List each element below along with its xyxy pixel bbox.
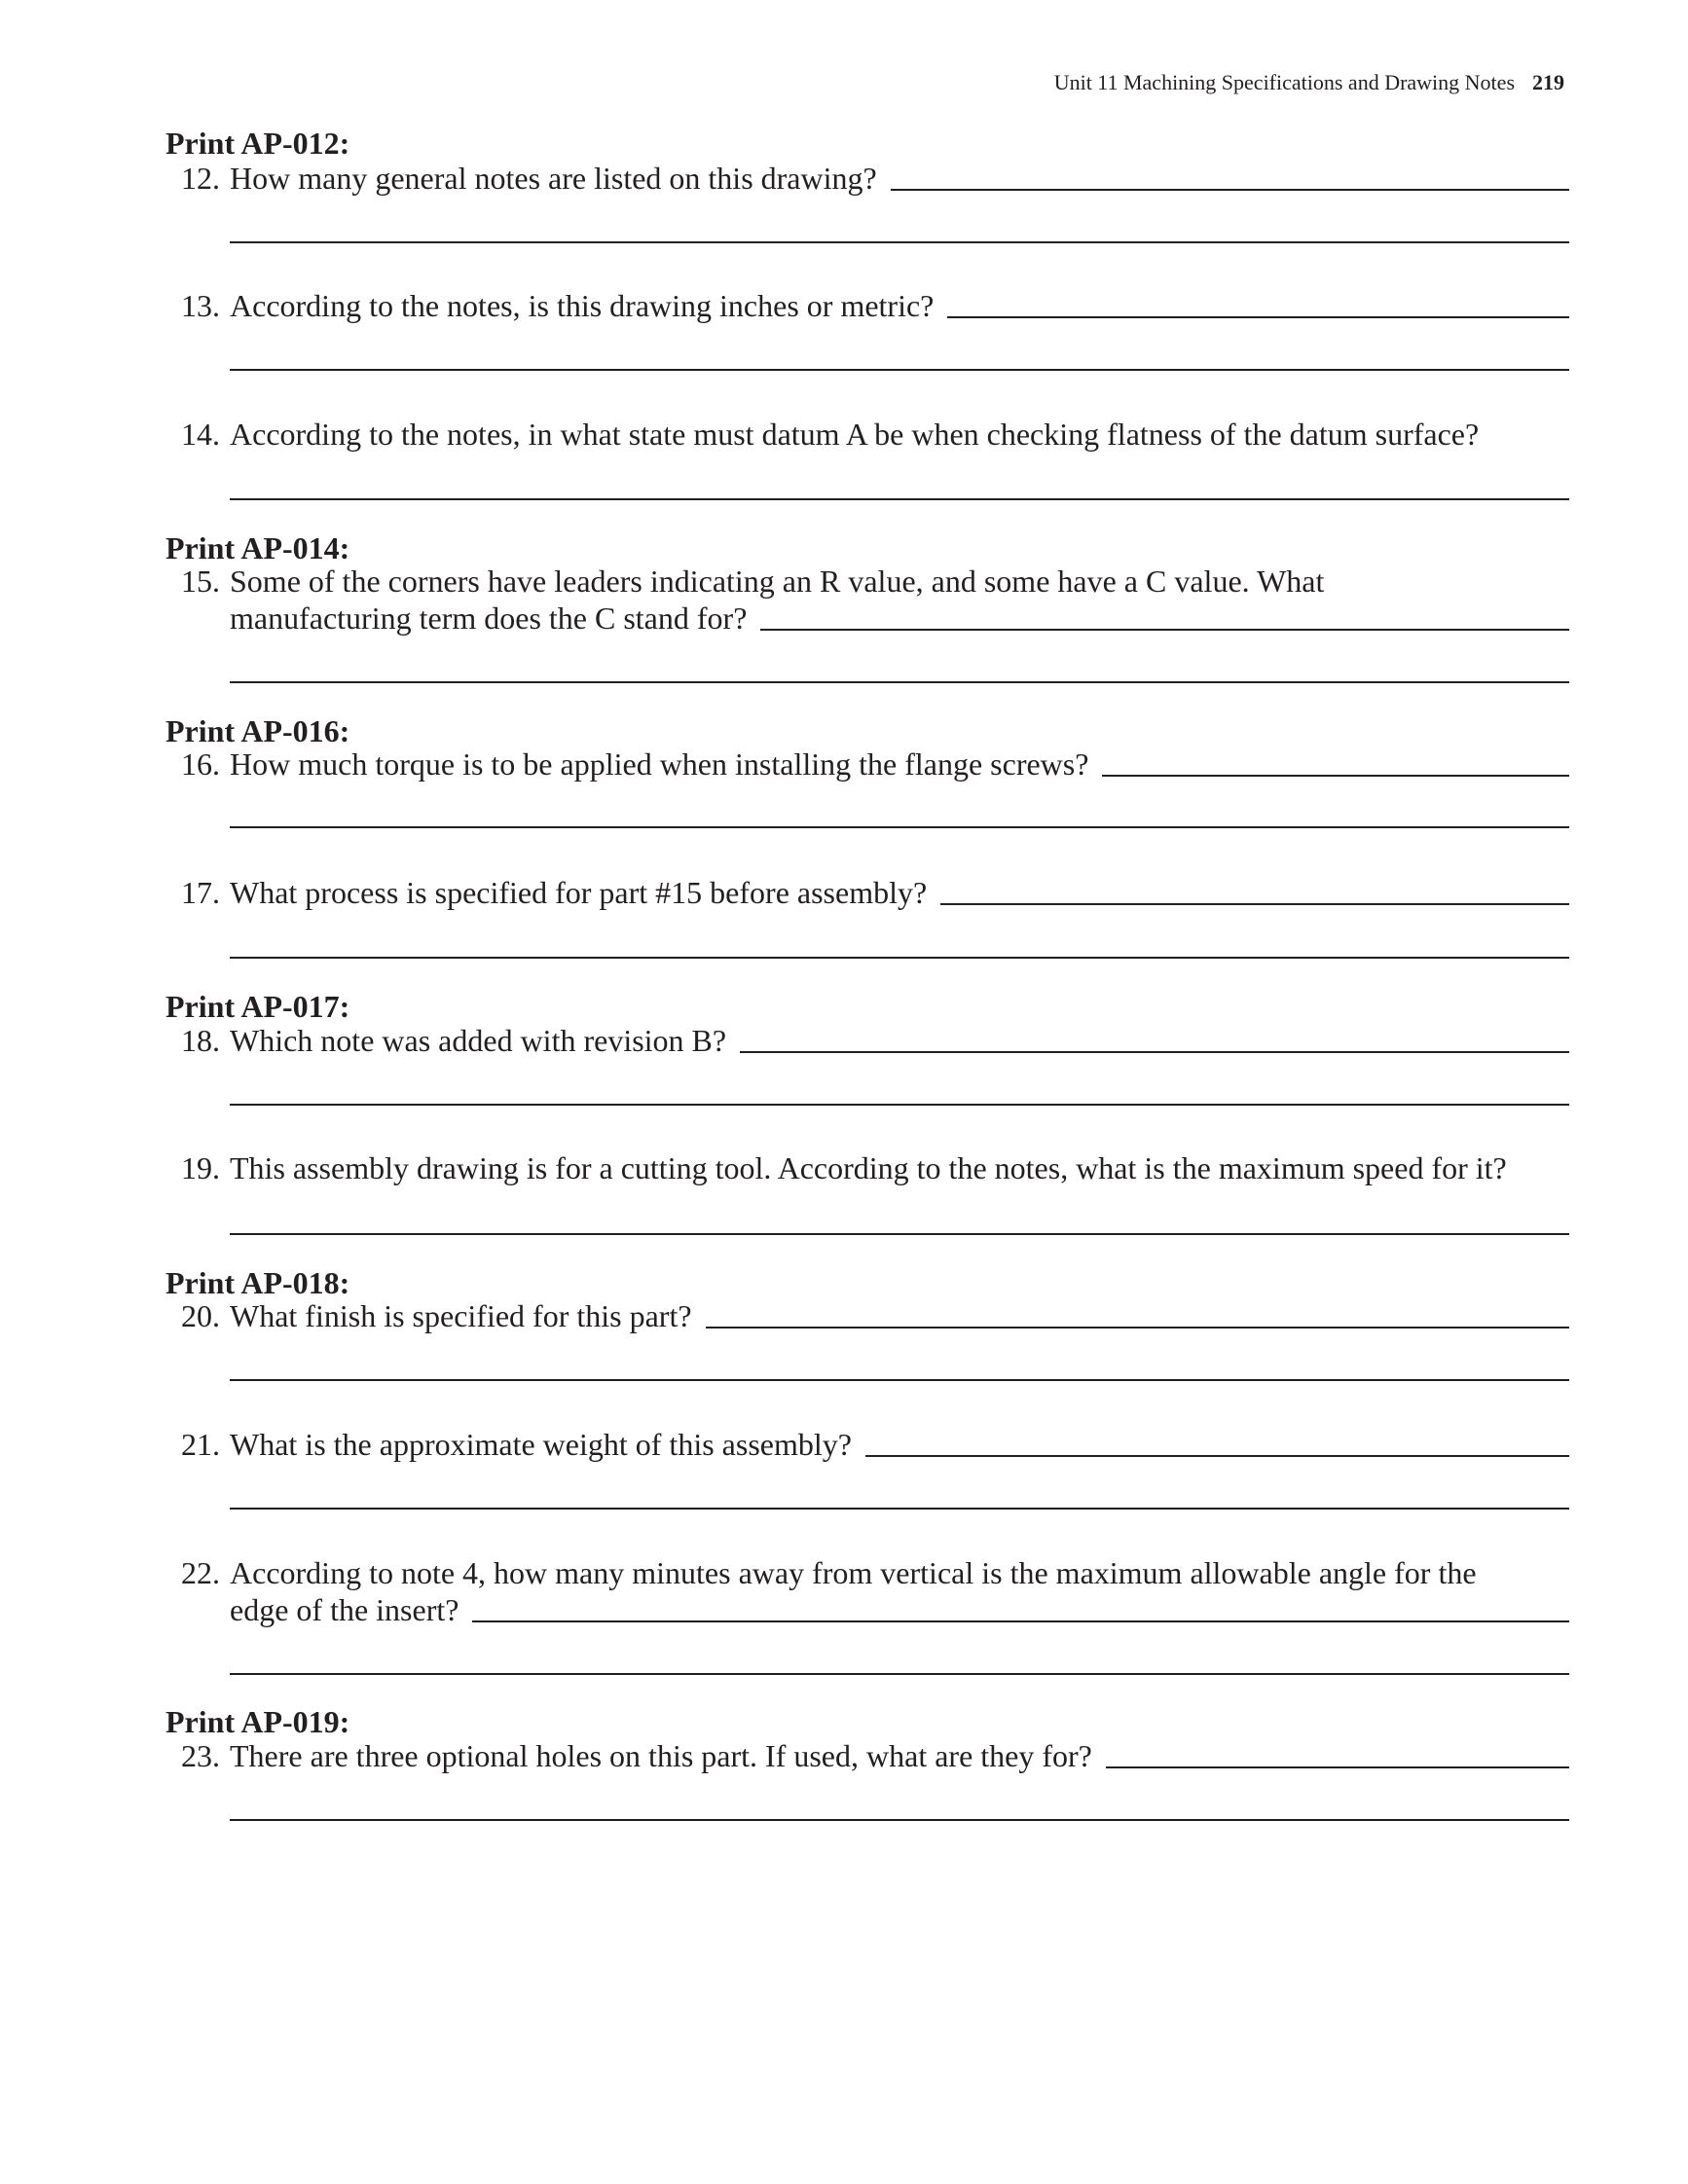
question-text: Which note was added with revision B? (230, 1023, 727, 1058)
question-number: 19. (181, 1150, 220, 1185)
answer-line[interactable] (472, 1595, 1569, 1622)
question-16 (181, 746, 1569, 783)
question-20 (181, 1297, 1569, 1334)
question-text: According to the notes, is this drawing inches or metric? (230, 288, 935, 323)
question-23 (181, 1737, 1569, 1774)
question-22 (181, 1554, 1569, 1628)
answer-line[interactable] (230, 498, 1569, 500)
answer-line[interactable] (940, 878, 1569, 905)
question-text-continued: edge of the insert? (230, 1592, 459, 1627)
question-number: 18. (181, 1023, 220, 1058)
question-text-continued: manufacturing term does the C stand for? (230, 601, 748, 636)
question-text: According to the notes, in what state must datum A be when checking flatness of the datum surface? (230, 417, 1480, 452)
answer-line[interactable] (230, 1104, 1569, 1106)
answer-line[interactable] (230, 1673, 1569, 1675)
question-number: 15. (181, 564, 220, 599)
question-13 (181, 287, 1569, 324)
question-21 (181, 1426, 1569, 1463)
question-text: How much torque is to be applied when installing the flange screws? (230, 746, 1089, 782)
running-title: Unit 11 Machining Specifications and Drawing Notes (1053, 70, 1515, 94)
answer-line[interactable] (230, 241, 1569, 243)
question-text: What finish is specified for this part? (230, 1298, 692, 1333)
answer-line[interactable] (230, 826, 1569, 828)
section-heading: Print AP-014: (165, 530, 350, 565)
section-heading: Print AP-012: (165, 126, 350, 161)
question-17 (181, 874, 1569, 911)
question-number: 16. (181, 746, 220, 782)
question-number: 17. (181, 875, 220, 910)
question-number: 20. (181, 1298, 220, 1333)
question-number: 21. (181, 1427, 220, 1462)
answer-line[interactable] (230, 369, 1569, 371)
question-text: According to note 4, how many minutes away from vertical is the maximum allowable angle for the (230, 1555, 1477, 1590)
answer-line[interactable] (1102, 749, 1569, 777)
answer-line[interactable] (706, 1301, 1569, 1329)
question-text: This assembly drawing is for a cutting tool. According to the notes, what is the maximum speed for it? (230, 1150, 1507, 1185)
answer-line[interactable] (740, 1026, 1569, 1053)
answer-line[interactable] (230, 1819, 1569, 1821)
question-15 (181, 563, 1569, 637)
section-heading: Print AP-018: (165, 1265, 350, 1300)
answer-line[interactable] (230, 1379, 1569, 1381)
question-text: What process is specified for part #15 before assembly? (230, 875, 928, 910)
answer-line[interactable] (865, 1430, 1569, 1457)
answer-line[interactable] (760, 603, 1569, 631)
question-number: 12. (181, 161, 220, 196)
section-heading: Print AP-016: (165, 713, 350, 748)
question-number: 22. (181, 1555, 220, 1590)
question-number: 23. (181, 1738, 220, 1773)
page-number: 219 (1532, 70, 1564, 94)
question-text: Some of the corners have leaders indicating an R value, and some have a C value. What (230, 564, 1325, 599)
answer-line[interactable] (230, 1508, 1569, 1510)
question-number: 14. (181, 417, 220, 452)
question-text: There are three optional holes on this part. If used, what are they for? (230, 1738, 1092, 1773)
section-heading: Print AP-019: (165, 1704, 350, 1739)
answer-line[interactable] (891, 164, 1569, 191)
question-12 (181, 160, 1569, 197)
answer-line[interactable] (230, 1233, 1569, 1235)
running-header (1054, 70, 1564, 95)
question-text: What is the approximate weight of this assembly? (230, 1427, 852, 1462)
question-19 (181, 1149, 1569, 1186)
question-number: 13. (181, 288, 220, 323)
question-14 (181, 416, 1569, 453)
answer-line[interactable] (230, 681, 1569, 683)
answer-line[interactable] (947, 291, 1569, 318)
section-heading: Print AP-017: (165, 989, 350, 1024)
question-18 (181, 1022, 1569, 1059)
answer-line[interactable] (230, 957, 1569, 959)
answer-line[interactable] (1106, 1741, 1569, 1768)
question-text: How many general notes are listed on this drawing? (230, 161, 877, 196)
